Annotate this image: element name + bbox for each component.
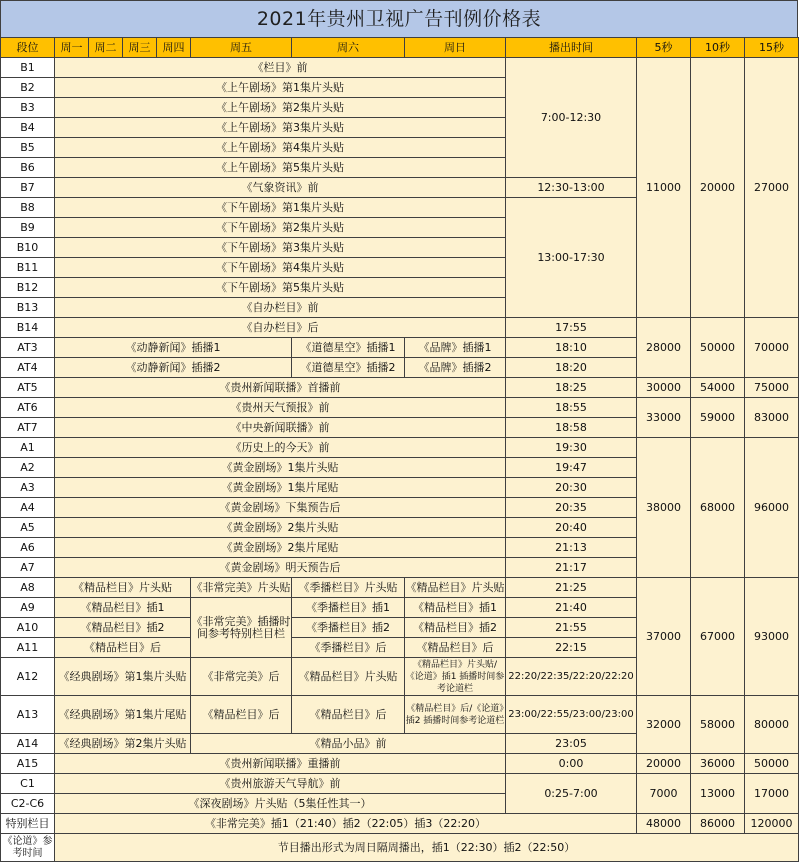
slot-content: 《贵州新闻联播》首播前 — [55, 378, 506, 398]
slot-sat: 《季播栏目》插1 — [292, 598, 405, 618]
time-cell: 17:55 — [506, 318, 637, 338]
table-row — [1, 754, 799, 774]
time-cell: 21:13 — [506, 538, 637, 558]
table-row — [1, 834, 799, 862]
time-cell: 18:25 — [506, 378, 637, 398]
slot-label: A14 — [1, 734, 55, 754]
price-5s: 38000 — [637, 438, 691, 578]
price-15s: 70000 — [745, 318, 799, 378]
slot-label: AT5 — [1, 378, 55, 398]
slot-label: B1 — [1, 58, 55, 78]
slot-content: 《上午剧场》第5集片头贴 — [55, 158, 506, 178]
slot-label: AT4 — [1, 358, 55, 378]
price-15s: 120000 — [745, 814, 799, 834]
price-15s: 75000 — [745, 378, 799, 398]
slot-label: B6 — [1, 158, 55, 178]
header-slot: 段位 — [1, 38, 55, 58]
time-cell: 12:30-13:00 — [506, 178, 637, 198]
sheet-title: 2021年贵州卫视广告刊例价格表 — [0, 0, 798, 38]
slot-weekday: 《经典剧场》第2集片头贴 — [55, 734, 191, 754]
slot-fri: 《非常完美》片头贴 — [191, 578, 292, 598]
time-cell: 18:58 — [506, 418, 637, 438]
slot-content: 《贵州新闻联播》重播前 — [55, 754, 506, 774]
header-time: 播出时间 — [506, 38, 637, 58]
slot-fri: 《非常完美》插播时间参考特别栏目栏 — [191, 598, 292, 658]
price-10s: 54000 — [691, 378, 745, 398]
table-row — [1, 398, 799, 418]
slot-sun: 《精品栏目》插2 — [405, 618, 506, 638]
slot-content: 《下午剧场》第3集片头贴 — [55, 238, 506, 258]
price-10s: 50000 — [691, 318, 745, 378]
slot-sun: 《品牌》插播1 — [405, 338, 506, 358]
time-cell: 0:00 — [506, 754, 637, 774]
time-cell: 22:20/22:35/22:20/22:20 — [506, 658, 637, 696]
slot-label: A15 — [1, 754, 55, 774]
slot-content: 《上午剧场》第2集片头贴 — [55, 98, 506, 118]
slot-label: 特别栏目 — [1, 814, 55, 834]
slot-content: 《黄金剧场》下集预告后 — [55, 498, 506, 518]
table-row — [1, 814, 799, 834]
time-cell: 7:00-12:30 — [506, 58, 637, 178]
slot-sat: 《道德星空》插播1 — [292, 338, 405, 358]
header-tue: 周二 — [89, 38, 123, 58]
time-cell: 18:10 — [506, 338, 637, 358]
price-15s: 96000 — [745, 438, 799, 578]
time-cell: 21:55 — [506, 618, 637, 638]
price-5s: 37000 — [637, 578, 691, 696]
slot-sun: 《精品栏目》后 — [405, 638, 506, 658]
slot-label: B10 — [1, 238, 55, 258]
time-cell: 18:55 — [506, 398, 637, 418]
time-cell: 19:30 — [506, 438, 637, 458]
slot-label: B7 — [1, 178, 55, 198]
price-table — [0, 37, 799, 862]
slot-content: 《中央新闻联播》前 — [55, 418, 506, 438]
slot-content: 《黄金剧场》明天预告后 — [55, 558, 506, 578]
slot-sat: 《季播栏目》片头贴 — [292, 578, 405, 598]
slot-content: 《自办栏目》前 — [55, 298, 506, 318]
table-row — [1, 318, 799, 338]
price-10s: 13000 — [691, 774, 745, 814]
slot-sat: 《精品栏目》片头贴 — [292, 658, 405, 696]
slot-label: A9 — [1, 598, 55, 618]
slot-content: 《贵州旅游天气导航》前 — [55, 774, 506, 794]
slot-weekday: 《经典剧场》第1集片尾贴 — [55, 696, 191, 734]
slot-label: A8 — [1, 578, 55, 598]
price-5s: 28000 — [637, 318, 691, 378]
slot-label: B11 — [1, 258, 55, 278]
slot-content: 《历史上的今天》前 — [55, 438, 506, 458]
header-price-10s: 10秒 — [691, 38, 745, 58]
slot-content: 《黄金剧场》1集片头贴 — [55, 458, 506, 478]
slot-weekday: 《经典剧场》第1集片头贴 — [55, 658, 191, 696]
slot-weekday: 《动静新闻》插播1 — [55, 338, 292, 358]
slot-weekday: 《精品栏目》片头贴 — [55, 578, 191, 598]
table-row — [1, 774, 799, 794]
price-10s: 59000 — [691, 398, 745, 438]
header-row — [1, 38, 799, 58]
slot-sat: 《季播栏目》插2 — [292, 618, 405, 638]
header-price-15s: 15秒 — [745, 38, 799, 58]
slot-weekday: 《动静新闻》插播2 — [55, 358, 292, 378]
slot-label: A12 — [1, 658, 55, 696]
slot-label: B14 — [1, 318, 55, 338]
slot-label: A3 — [1, 478, 55, 498]
slot-label: B4 — [1, 118, 55, 138]
slot-sun: 《精品栏目》插1 — [405, 598, 506, 618]
time-cell: 18:20 — [506, 358, 637, 378]
slot-content: 《深夜剧场》片头贴（5集任性其一） — [55, 794, 506, 814]
slot-label: AT7 — [1, 418, 55, 438]
slot-weekday: 《精品栏目》插2 — [55, 618, 191, 638]
slot-content: 《下午剧场》第2集片头贴 — [55, 218, 506, 238]
price-5s: 20000 — [637, 754, 691, 774]
slot-content: 《气象资讯》前 — [55, 178, 506, 198]
slot-label: A2 — [1, 458, 55, 478]
price-5s: 30000 — [637, 378, 691, 398]
slot-label: B8 — [1, 198, 55, 218]
slot-weekend: 《精品小品》前 — [191, 734, 506, 754]
time-cell: 20:35 — [506, 498, 637, 518]
slot-label: B9 — [1, 218, 55, 238]
slot-content: 《下午剧场》第4集片头贴 — [55, 258, 506, 278]
header-sun: 周日 — [405, 38, 506, 58]
slot-content: 《上午剧场》第3集片头贴 — [55, 118, 506, 138]
slot-sun: 《精品栏目》片头贴 — [405, 578, 506, 598]
price-10s: 58000 — [691, 696, 745, 754]
slot-content: 《上午剧场》第1集片头贴 — [55, 78, 506, 98]
slot-label: B13 — [1, 298, 55, 318]
time-cell: 20:30 — [506, 478, 637, 498]
price-5s: 11000 — [637, 58, 691, 318]
slot-content: 《贵州天气预报》前 — [55, 398, 506, 418]
price-15s: 83000 — [745, 398, 799, 438]
slot-label: A1 — [1, 438, 55, 458]
header-thu: 周四 — [157, 38, 191, 58]
slot-label: A4 — [1, 498, 55, 518]
slot-label: C2-C6 — [1, 794, 55, 814]
time-cell: 23:05 — [506, 734, 637, 754]
header-fri: 周五 — [191, 38, 292, 58]
header-mon: 周一 — [55, 38, 89, 58]
table-row — [1, 438, 799, 458]
price-5s: 48000 — [637, 814, 691, 834]
slot-label: AT6 — [1, 398, 55, 418]
slot-label: A5 — [1, 518, 55, 538]
slot-content: 《黄金剧场》2集片头贴 — [55, 518, 506, 538]
slot-content: 《下午剧场》第5集片头贴 — [55, 278, 506, 298]
slot-label: 《论道》参考时间 — [1, 834, 55, 862]
slot-label: A7 — [1, 558, 55, 578]
slot-sun: 《精品栏目》后/《论道》插2 插播时间参考论道栏 — [405, 696, 506, 734]
slot-content: 《黄金剧场》1集片尾贴 — [55, 478, 506, 498]
table-row — [1, 578, 799, 598]
slot-weekday: 《精品栏目》后 — [55, 638, 191, 658]
price-10s: 36000 — [691, 754, 745, 774]
slot-label: A6 — [1, 538, 55, 558]
price-5s: 32000 — [637, 696, 691, 754]
time-cell: 22:15 — [506, 638, 637, 658]
price-10s: 86000 — [691, 814, 745, 834]
header-price-5s: 5秒 — [637, 38, 691, 58]
slot-fri: 《非常完美》后 — [191, 658, 292, 696]
slot-sat: 《精品栏目》后 — [292, 696, 405, 734]
slot-sun: 《精品栏目》片头贴/《论道》插1 插播时间参考论道栏 — [405, 659, 505, 694]
table-row — [1, 378, 799, 398]
slot-weekday: 《精品栏目》插1 — [55, 598, 191, 618]
price-15s: 17000 — [745, 774, 799, 814]
header-wed: 周三 — [123, 38, 157, 58]
price-15s: 80000 — [745, 696, 799, 754]
time-cell: 13:00-17:30 — [506, 198, 637, 318]
time-cell: 20:40 — [506, 518, 637, 538]
note-content: 节目播出形式为周日隔周播出，插1（22:30）插2（22:50） — [55, 834, 799, 862]
slot-label: A13 — [1, 696, 55, 734]
slot-content: 《下午剧场》第1集片头贴 — [55, 198, 506, 218]
slot-content: 《上午剧场》第4集片头贴 — [55, 138, 506, 158]
slot-content: 《黄金剧场》2集片尾贴 — [55, 538, 506, 558]
slot-label: B2 — [1, 78, 55, 98]
slot-sun: 《品牌》插播2 — [405, 358, 506, 378]
price-15s: 93000 — [745, 578, 799, 696]
price-5s: 7000 — [637, 774, 691, 814]
time-cell: 23:00/22:55/23:00/23:00 — [506, 696, 637, 734]
slot-label: A11 — [1, 638, 55, 658]
header-sat: 周六 — [292, 38, 405, 58]
slot-content: 《自办栏目》后 — [55, 318, 506, 338]
time-cell: 21:40 — [506, 598, 637, 618]
price-5s: 33000 — [637, 398, 691, 438]
table-row — [1, 696, 799, 734]
slot-sat: 《季播栏目》后 — [292, 638, 405, 658]
price-15s: 50000 — [745, 754, 799, 774]
price-10s: 20000 — [691, 58, 745, 318]
slot-label: C1 — [1, 774, 55, 794]
time-cell: 19:47 — [506, 458, 637, 478]
slot-content: 《栏目》前 — [55, 58, 506, 78]
slot-label: B3 — [1, 98, 55, 118]
price-10s: 67000 — [691, 578, 745, 696]
time-cell: 0:25-7:00 — [506, 774, 637, 814]
price-10s: 68000 — [691, 438, 745, 578]
price-15s: 27000 — [745, 58, 799, 318]
slot-label: B5 — [1, 138, 55, 158]
slot-content: 《非常完美》插1（21:40）插2（22:05）插3（22:20） — [55, 814, 637, 834]
slot-label: B12 — [1, 278, 55, 298]
time-cell: 21:17 — [506, 558, 637, 578]
slot-sat: 《道德星空》插播2 — [292, 358, 405, 378]
table-row — [1, 58, 799, 78]
time-cell: 21:25 — [506, 578, 637, 598]
slot-label: A10 — [1, 618, 55, 638]
slot-label: AT3 — [1, 338, 55, 358]
slot-fri: 《精品栏目》后 — [191, 696, 292, 734]
